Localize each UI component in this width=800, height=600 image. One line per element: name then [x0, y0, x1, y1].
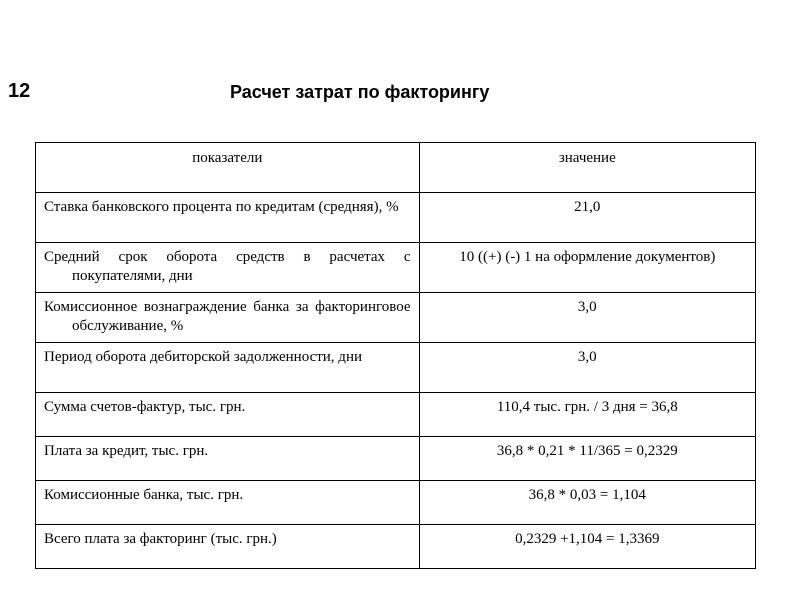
row-value: 36,8 * 0,03 = 1,104 — [419, 481, 755, 525]
slide-number: 12 — [8, 80, 31, 102]
table-row — [36, 193, 756, 243]
table-row — [36, 343, 756, 393]
row-label: Сумма счетов-фактур, тыс. грн. — [36, 393, 420, 437]
row-value: 3,0 — [419, 293, 755, 343]
row-label: Комиссионное вознаграждение банка за факторинговое обслуживание, % — [36, 293, 420, 343]
table-header-row — [36, 143, 756, 193]
row-label: Ставка банковского процента по кредитам (средняя), % — [36, 193, 420, 243]
table-row — [36, 525, 756, 569]
table-row — [36, 393, 756, 437]
row-label: Средний срок оборота средств в расчетах с покупателями, дни — [36, 243, 420, 293]
table-row — [36, 243, 756, 293]
header-indicators: показатели — [36, 143, 420, 193]
header-value: значение — [419, 143, 755, 193]
row-value: 21,0 — [419, 193, 755, 243]
row-label: Период оборота дебиторской задолженности, дни — [36, 343, 420, 393]
row-label: Плата за кредит, тыс. грн. — [36, 437, 420, 481]
row-label: Всего плата за факторинг (тыс. грн.) — [36, 525, 420, 569]
row-value: 0,2329 +1,104 = 1,3369 — [419, 525, 755, 569]
row-value: 3,0 — [419, 343, 755, 393]
table-row — [36, 293, 756, 343]
row-value: 36,8 * 0,21 * 11/365 = 0,2329 — [419, 437, 755, 481]
slide-title: Расчет затрат по факторингу — [230, 82, 490, 102]
table-row — [36, 481, 756, 525]
factoring-cost-table — [35, 142, 756, 569]
row-label: Комиссионные банка, тыс. грн. — [36, 481, 420, 525]
table-row — [36, 437, 756, 481]
row-value: 110,4 тыс. грн. / 3 дня = 36,8 — [419, 393, 755, 437]
row-value: 10 ((+) (-) 1 на оформление документов) — [419, 243, 755, 293]
